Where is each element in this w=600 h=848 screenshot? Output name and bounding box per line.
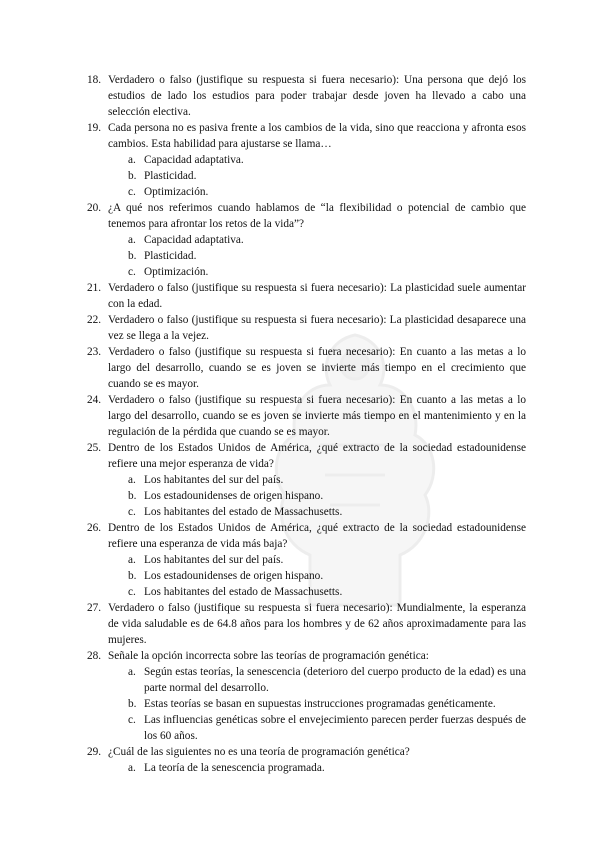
question-number: 24.	[87, 394, 102, 406]
option-text: Optimización.	[144, 266, 209, 278]
option-text: Capacidad adaptativa.	[144, 154, 244, 166]
question-text: Verdadero o falso (justifique su respuesta si fuera necesario): En cuanto a las metas a lo largo del desarrollo, cuando se es joven se invierte más tiempo en el crecimiento que cuando se es mayor.	[108, 346, 526, 390]
question-item	[87, 344, 526, 392]
option-letter: a.	[128, 762, 136, 774]
option-text: Los habitantes del sur del país.	[144, 474, 284, 486]
option-text: La teoría de la senescencia programada.	[144, 762, 325, 774]
question-number: 22.	[87, 314, 102, 326]
option-text: Los estadounidenses de origen hispano.	[144, 570, 324, 582]
answer-option	[90, 504, 526, 520]
question-text: Dentro de los Estados Unidos de América, ¿qué extracto de la sociedad estadounidense refiere una esperanza de vida más baja?	[108, 522, 526, 550]
answer-option	[90, 168, 526, 184]
option-list	[90, 232, 526, 280]
answer-option	[90, 488, 526, 504]
question-number: 26.	[87, 522, 102, 534]
question-number: 25.	[87, 442, 102, 454]
option-letter: b.	[128, 698, 137, 710]
option-list	[90, 760, 526, 776]
option-letter: b.	[128, 170, 137, 182]
question-item	[87, 280, 526, 312]
question-item	[87, 72, 526, 120]
option-list	[90, 552, 526, 600]
option-text: Según estas teorías, la senescencia (deterioro del cuerpo producto de la edad) es una parte normal del desarrollo.	[144, 666, 526, 694]
question-item	[87, 120, 526, 152]
question-item	[87, 744, 526, 760]
option-text: Capacidad adaptativa.	[144, 234, 244, 246]
option-text: Plasticidad.	[144, 250, 197, 262]
option-letter: c.	[128, 266, 136, 278]
answer-option	[90, 696, 526, 712]
question-item	[87, 312, 526, 344]
option-letter: c.	[128, 186, 136, 198]
question-number: 28.	[87, 650, 102, 662]
question-item	[87, 392, 526, 440]
option-text: Estas teorías se basan en supuestas instrucciones programadas genéticamente.	[144, 698, 496, 710]
question-text: Verdadero o falso (justifique su respuesta si fuera necesario): En cuanto a las metas a lo largo del desarrollo, cuando se es joven se invierte más tiempo en el mantenimiento y en la regulación de la pérdida que cuando se es mayor.	[108, 394, 526, 438]
answer-option	[90, 152, 526, 168]
question-item	[87, 520, 526, 552]
option-text: Plasticidad.	[144, 170, 197, 182]
question-text: Verdadero o falso (justifique su respuesta si fuera necesario): La plasticidad suele aumentar con la edad.	[108, 282, 526, 310]
question-text: ¿Cuál de las siguientes no es una teoría de programación genética?	[108, 746, 410, 758]
question-list	[87, 72, 526, 776]
answer-option	[90, 712, 526, 744]
option-letter: c.	[128, 586, 136, 598]
question-number: 29.	[87, 746, 102, 758]
question-item	[87, 200, 526, 232]
option-text: Los habitantes del estado de Massachusetts.	[144, 586, 343, 598]
option-list	[90, 664, 526, 744]
answer-option	[90, 760, 526, 776]
question-text: Verdadero o falso (justifique su respuesta si fuera necesario): La plasticidad desaparece una vez se llega a la vejez.	[108, 314, 526, 342]
question-number: 19.	[87, 122, 102, 134]
answer-option	[90, 584, 526, 600]
question-text: Dentro de los Estados Unidos de América, ¿qué extracto de la sociedad estadounidense refiere una mejor esperanza de vida?	[108, 442, 526, 470]
option-text: Los habitantes del sur del país.	[144, 554, 284, 566]
question-item	[87, 600, 526, 648]
answer-option	[90, 568, 526, 584]
answer-option	[90, 472, 526, 488]
answer-option	[90, 552, 526, 568]
option-letter: a.	[128, 234, 136, 246]
question-item	[87, 648, 526, 664]
option-letter: c.	[128, 714, 136, 726]
question-text: Verdadero o falso (justifique su respuesta si fuera necesario): Mundialmente, la esperanza de vida saludable es de 64.8 años para los hombres y de 62 años aproximadamente para las mujeres.	[108, 602, 526, 646]
answer-option	[90, 248, 526, 264]
option-letter: a.	[128, 474, 136, 486]
option-list	[90, 152, 526, 200]
option-letter: b.	[128, 250, 137, 262]
question-text: Verdadero o falso (justifique su respuesta si fuera necesario): Una persona que dejó los estudios de lado los estudios para poder trabajar desde joven ha llevado a cabo una selección electiva.	[108, 74, 526, 118]
question-number: 23.	[87, 346, 102, 358]
question-number: 20.	[87, 202, 102, 214]
question-item	[87, 440, 526, 472]
option-letter: a.	[128, 666, 136, 678]
option-letter: a.	[128, 154, 136, 166]
question-number: 27.	[87, 602, 102, 614]
option-letter: b.	[128, 570, 137, 582]
answer-option	[90, 664, 526, 696]
question-text: Señale la opción incorrecta sobre las teorías de programación genética:	[108, 650, 429, 662]
option-text: Los habitantes del estado de Massachusetts.	[144, 506, 343, 518]
question-text: Cada persona no es pasiva frente a los cambios de la vida, sino que reacciona y afronta esos cambios. Esta habilidad para ajustarse se llama…	[108, 122, 526, 150]
option-letter: b.	[128, 490, 137, 502]
question-text: ¿A qué nos referimos cuando hablamos de “la flexibilidad o potencial de cambio que tenemos para afrontar los retos de la vida”?	[108, 202, 526, 230]
question-number: 21.	[87, 282, 102, 294]
option-text: Optimización.	[144, 186, 209, 198]
answer-option	[90, 184, 526, 200]
option-letter: c.	[128, 506, 136, 518]
option-letter: a.	[128, 554, 136, 566]
option-list	[90, 472, 526, 520]
option-text: Las influencias genéticas sobre el envejecimiento parecen perder fuerzas después de los 60 años.	[144, 714, 526, 742]
question-number: 18.	[87, 74, 102, 86]
answer-option	[90, 264, 526, 280]
answer-option	[90, 232, 526, 248]
option-text: Los estadounidenses de origen hispano.	[144, 490, 324, 502]
